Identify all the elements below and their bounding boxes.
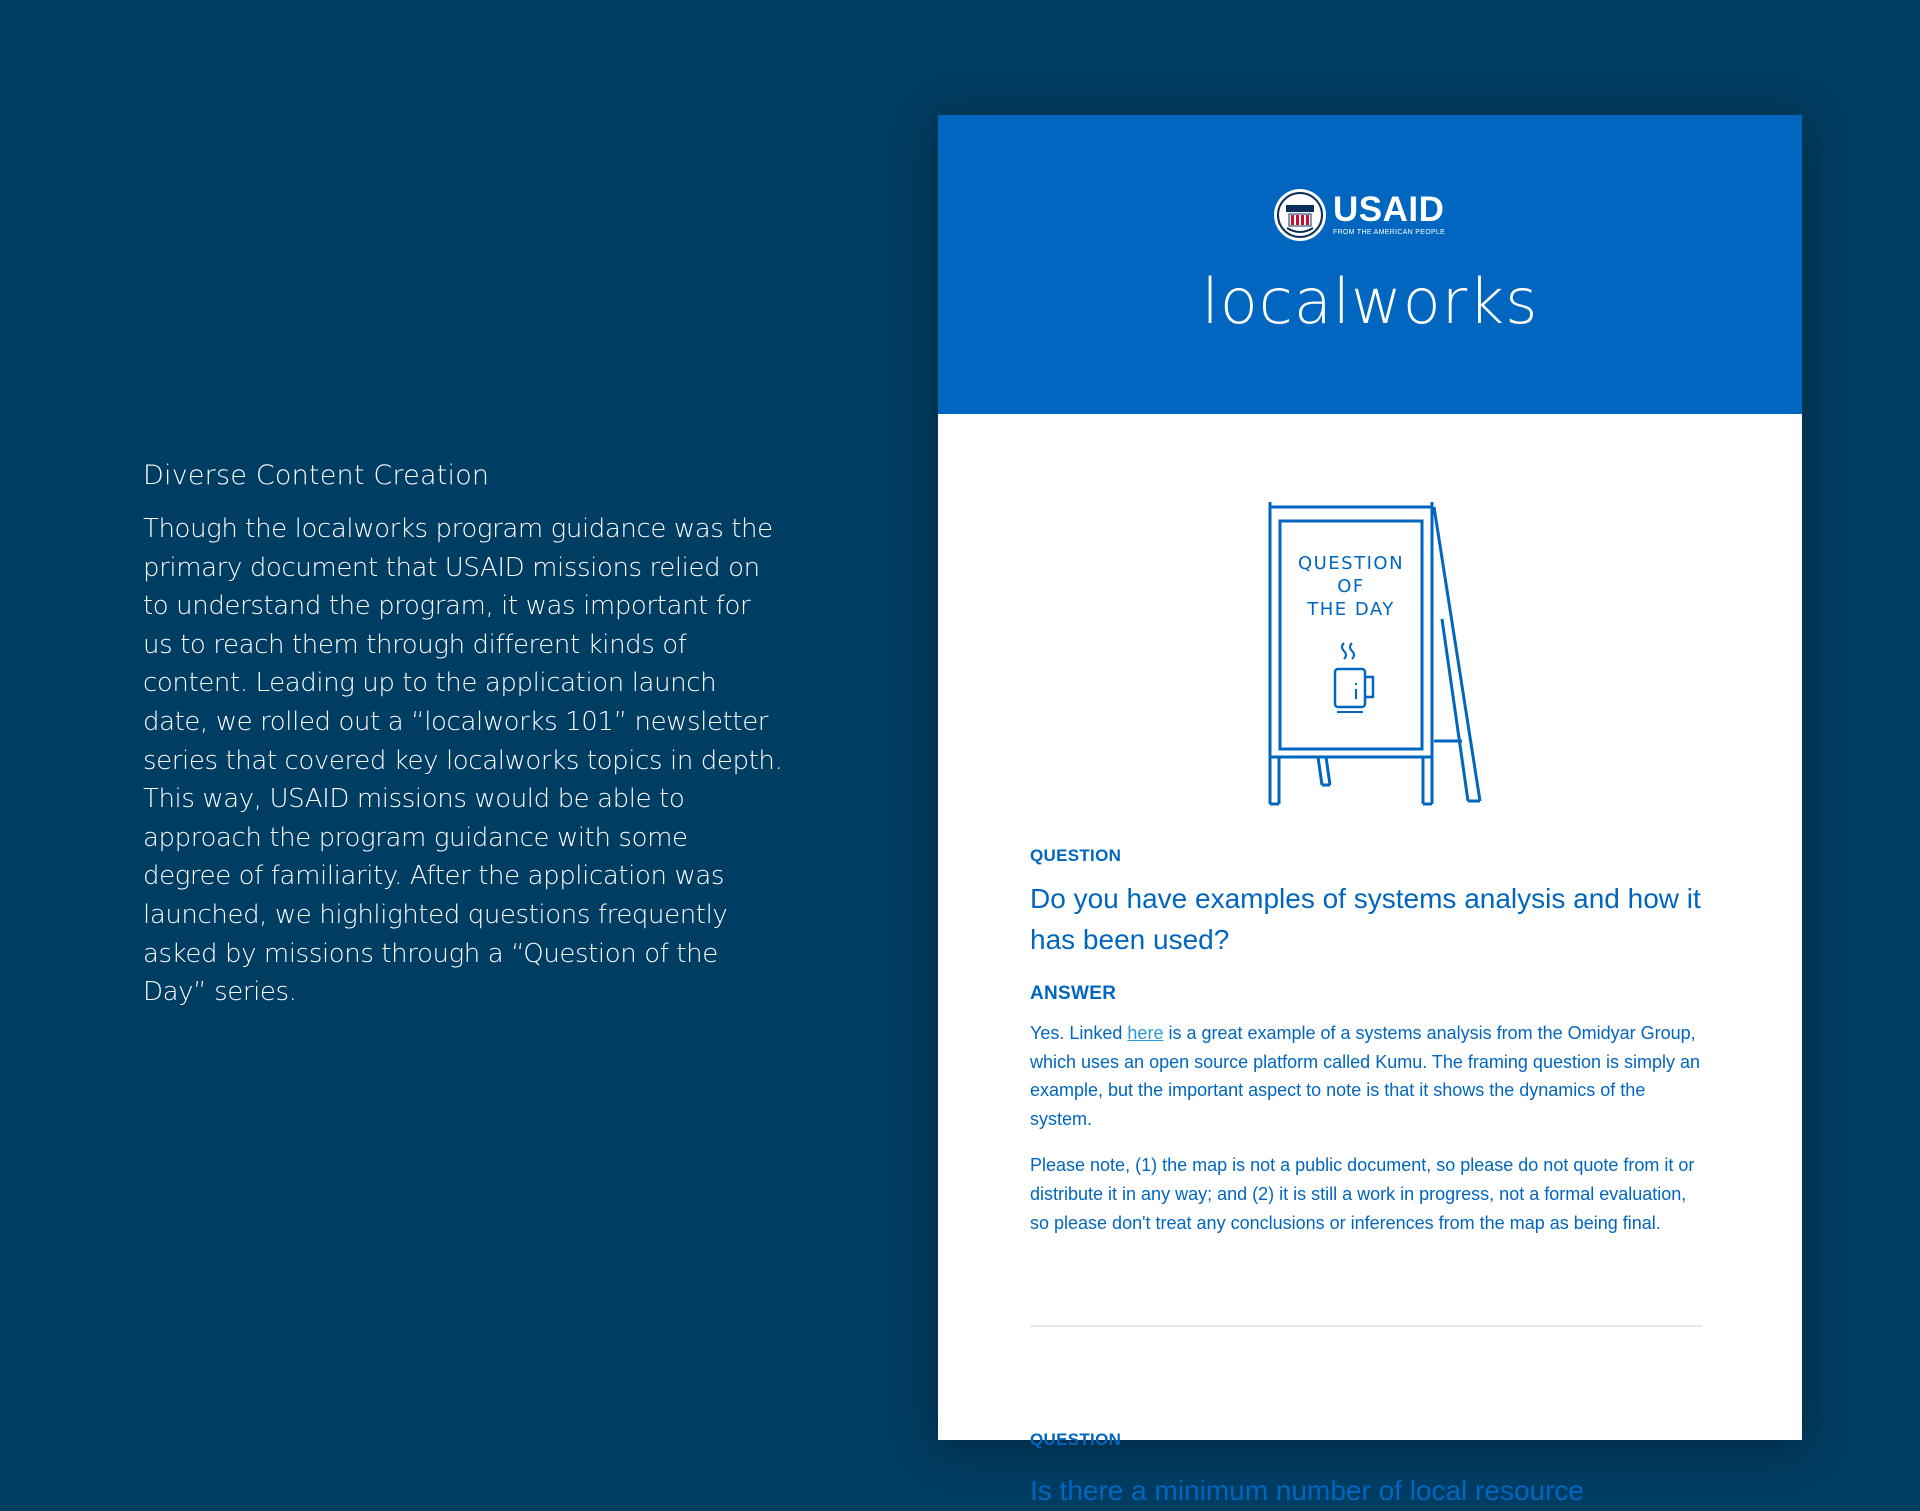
answer-paragraph-2: Please note, (1) the map is not a public document, so please do not quote from it or distribute it in any way; and (2) it is still a work in progress, not a formal evaluation, so please don't treat any conclusions or inferences from the map as being final. <box>1030 1155 1695 1233</box>
answer-label: ANSWER <box>1030 983 1117 1004</box>
answer-text-before-link: Yes. Linked <box>1030 1023 1128 1043</box>
usaid-word: USAID <box>1333 190 1445 229</box>
newsletter-card <box>938 115 1802 1506</box>
intro-panel <box>143 456 783 1012</box>
usaid-seal-icon <box>1273 188 1327 242</box>
usaid-wordmark <box>1333 190 1446 237</box>
question-of-the-day-sign-icon <box>1258 499 1498 819</box>
sign-line-3: THE DAY <box>1307 599 1395 620</box>
qa-block-2 <box>1030 1430 1710 1511</box>
question-text: Do you have examples of systems analysis and how it has been used? <box>1030 883 1701 955</box>
question-text: Is there a minimum number of local resource <box>1030 1475 1584 1506</box>
question-label: QUESTION <box>1030 846 1122 865</box>
answer-link[interactable]: here <box>1127 1023 1164 1043</box>
question-label: QUESTION <box>1030 1430 1122 1449</box>
usaid-logo <box>1273 188 1445 242</box>
sign-line-1: QUESTION <box>1297 553 1405 574</box>
usaid-tagline: FROM THE AMERICAN PEOPLE <box>1333 229 1446 236</box>
sign-line-2: OF <box>1337 576 1365 597</box>
newsletter-header <box>938 115 1802 414</box>
intro-body: Though the localworks program guidance was the primary document that USAID missions relied on to understand the program, it was important for us to reach them through different kinds of content. Leading up to the application launch date, we rolled out a “localworks 101” newsletter series that covered key localworks topics in depth. This way, USAID missions would be able to approach the program guidance with some degree of familiarity. After the application was launched, we highlighted questions frequently asked by missions through a “Question of the Day” series. <box>143 514 783 1008</box>
newsletter-title: localworks <box>1201 265 1539 338</box>
qa-block-1 <box>1030 846 1710 1237</box>
intro-heading: Diverse Content Creation <box>143 460 490 491</box>
answer-paragraph-1 <box>1030 1019 1710 1133</box>
section-divider <box>1030 1325 1702 1327</box>
answer-text-after-link: is a great example of a systems analysis from the Omidyar Group, which uses an open source platform called Kumu. The framing question is simply an example, but the important aspect to note is that it shows the dynamics of the system. <box>1030 1023 1701 1129</box>
